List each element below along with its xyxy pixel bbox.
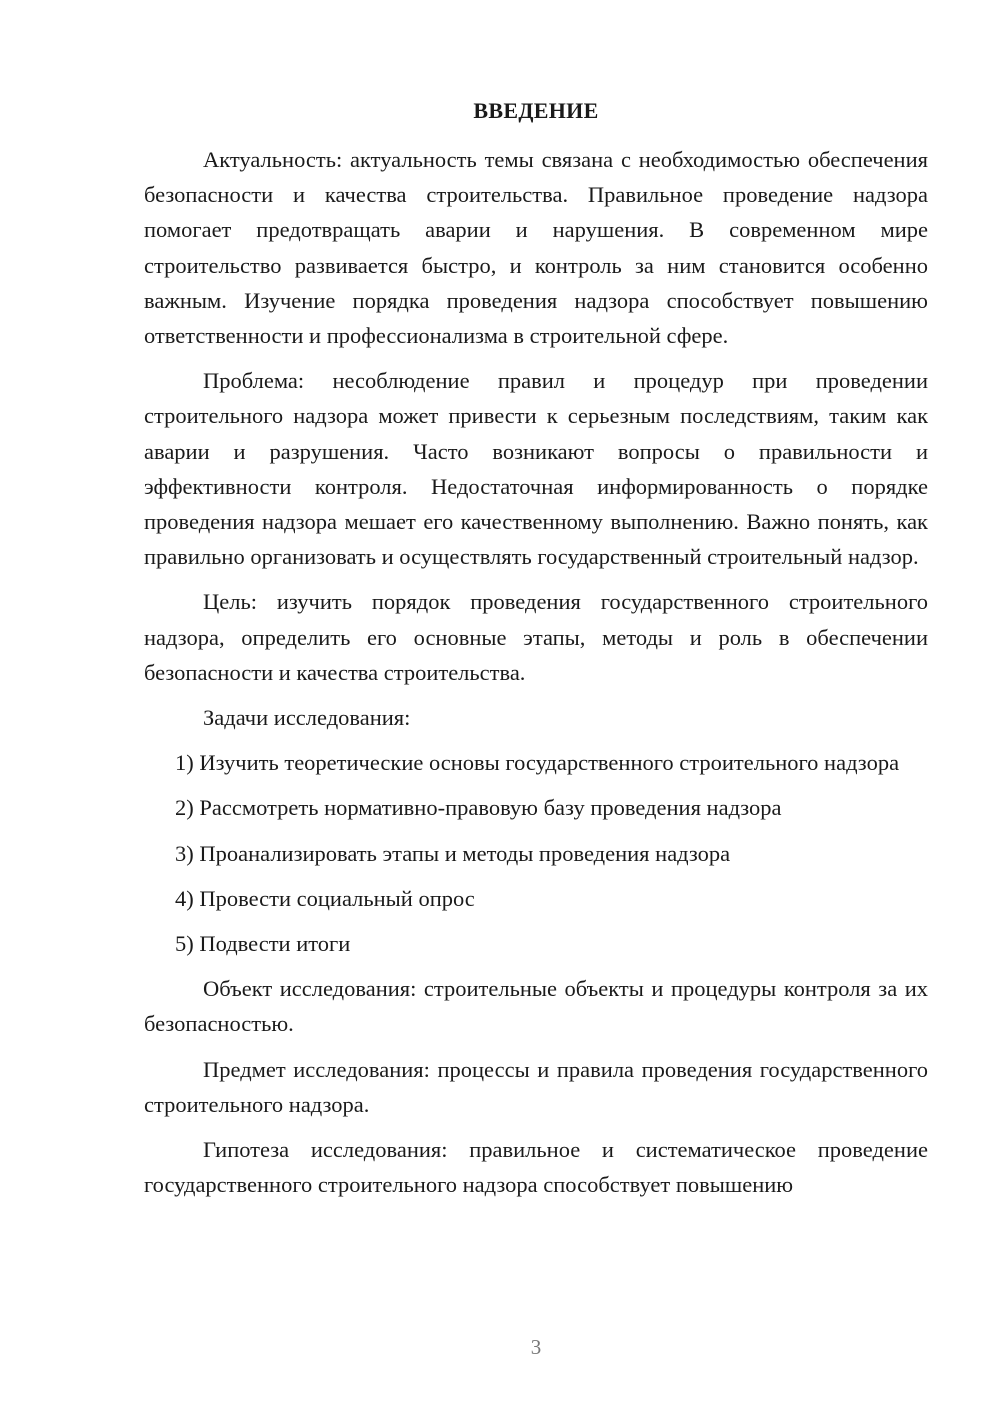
page-title: ВВЕДЕНИЕ xyxy=(473,98,599,123)
task-item-2: 2) Рассмотреть нормативно-правовую базу проведения надзора xyxy=(175,795,782,821)
task-item-3: 3) Проанализировать этапы и методы проведения надзора xyxy=(175,840,731,866)
page-number: 3 xyxy=(530,1335,542,1359)
task-item-5: 5) Подвести итоги xyxy=(175,931,351,957)
paragraph-hypothesis: Гипотеза исследования: правильное и систематическое проведение государственного строительного надзора способствует повышению xyxy=(144,1137,928,1198)
paragraph-relevance: Актуальность: актуальность темы связана с необходимостью обеспечения безопасности и качества строительства. Правильное проведение надзора помогает предотвращать аварии и нарушения. В современном мире строительство развивается быстро, и контроль за ним становится особенно важным. Изучение порядка проведения надзора способствует повышению ответственности и профессионализма в строительной сфере. xyxy=(144,147,928,349)
paragraph-subject: Предмет исследования: процессы и правила проведения государственного строительного надзора. xyxy=(144,1056,928,1117)
paragraph-goal: Цель: изучить порядок проведения государственного строительного надзора, определить его основные этапы, методы и роль в обеспечении безопасности и качества строительства. xyxy=(144,589,928,685)
tasks-heading: Задачи исследования: xyxy=(203,705,411,731)
paragraph-object: Объект исследования: строительные объекты и процедуры контроля за их безопасностью. xyxy=(144,976,928,1037)
task-item-1: 1) Изучить теоретические основы государственного строительного надзора xyxy=(175,750,900,776)
document-body xyxy=(144,142,928,1202)
task-item-4: 4) Провести социальный опрос xyxy=(175,885,475,911)
paragraph-problem: Проблема: несоблюдение правил и процедур при проведении строительного надзора может привести к серьезным последствиям, таким как аварии и разрушения. Часто возникают вопросы о правильности и эффективности контроля. Недостаточная информированность о порядке проведения надзора мешает его качественному выполнению. Важно понять, как правильно организовать и осуществлять государственный строительный надзор. xyxy=(144,368,928,570)
